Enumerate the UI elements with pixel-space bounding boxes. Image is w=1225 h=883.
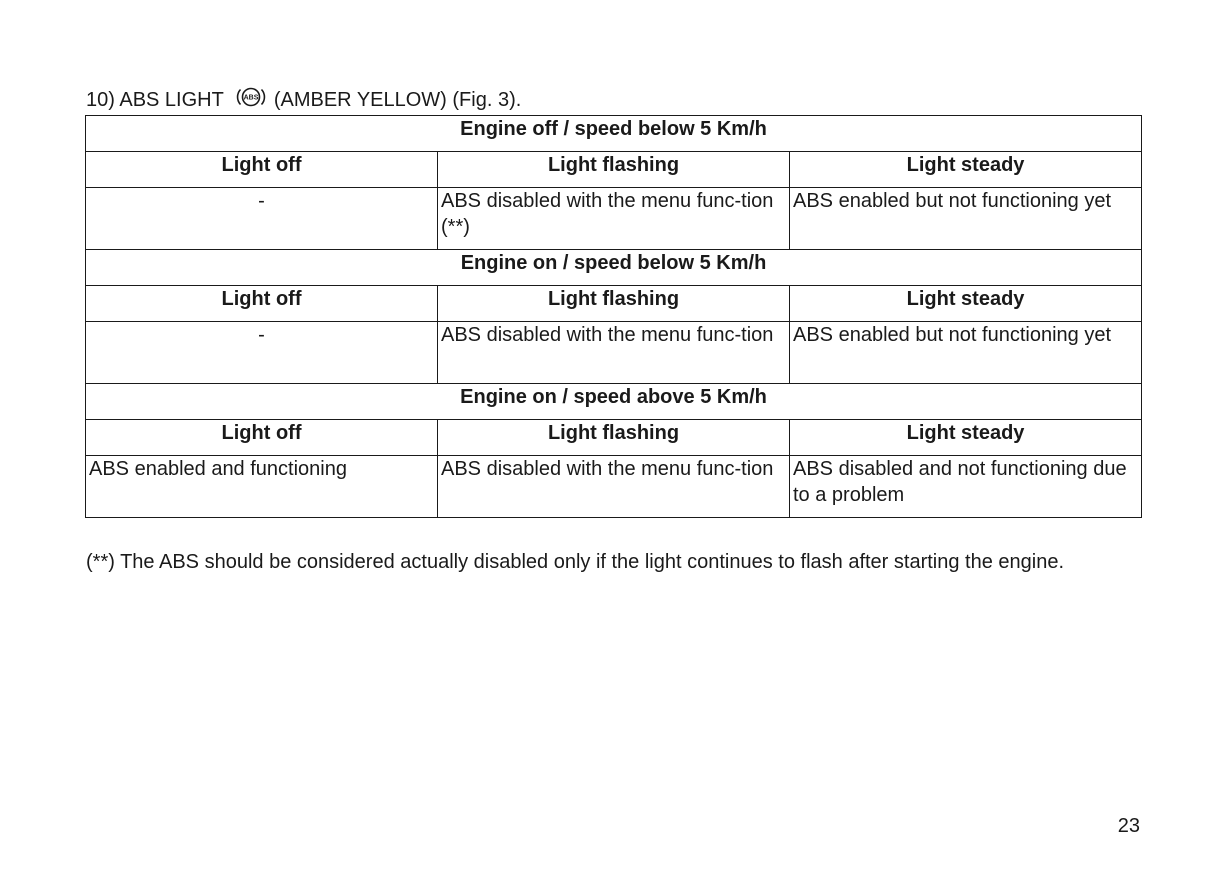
section-heading: [86, 86, 521, 114]
page-number: 23: [1117, 815, 1140, 837]
section-title-row: [86, 116, 1142, 152]
section-title-row: [86, 250, 1142, 286]
header-light-flashing: Light flashing: [438, 152, 790, 188]
header-light-off: Light off: [86, 420, 438, 456]
desc-light-flashing: ABS disabled with the menu func-tion: [438, 456, 790, 518]
header-light-steady: Light steady: [790, 286, 1142, 322]
header-light-flashing: Light flashing: [438, 420, 790, 456]
desc-light-steady: ABS disabled and not functioning due to a problem: [790, 456, 1142, 518]
state-header-row: [86, 420, 1142, 456]
section-title-row: [86, 384, 1142, 420]
state-header-row: [86, 152, 1142, 188]
header-light-off: Light off: [86, 286, 438, 322]
section-title: Engine on / speed below 5 Km/h: [86, 250, 1142, 286]
section-title: Engine off / speed below 5 Km/h: [86, 116, 1142, 152]
header-light-flashing: Light flashing: [438, 286, 790, 322]
header-light-off: Light off: [86, 152, 438, 188]
header-light-steady: Light steady: [790, 152, 1142, 188]
section-title: Engine on / speed above 5 Km/h: [86, 384, 1142, 420]
footnote: (**) The ABS should be considered actually disabled only if the light continues to flash after starting the engine.: [86, 551, 1065, 573]
description-row: [86, 456, 1142, 518]
abs-warning-icon: [234, 84, 268, 110]
heading-prefix: 10) ABS LIGHT: [86, 89, 224, 111]
desc-light-flashing: ABS disabled with the menu func-tion: [438, 322, 790, 384]
heading-suffix: (AMBER YELLOW) (Fig. 3).: [273, 89, 522, 111]
header-light-steady: Light steady: [790, 420, 1142, 456]
description-row: [86, 188, 1142, 250]
svg-text:ABS: ABS: [243, 94, 259, 102]
desc-light-steady: ABS enabled but not functioning yet: [790, 188, 1142, 250]
state-header-row: [86, 286, 1142, 322]
desc-light-off: -: [86, 188, 438, 250]
desc-light-flashing: ABS disabled with the menu func-tion (**): [438, 188, 790, 250]
description-row: [86, 322, 1142, 384]
desc-light-off: ABS enabled and functioning: [86, 456, 438, 518]
abs-light-table: [85, 115, 1142, 518]
desc-light-off: -: [86, 322, 438, 384]
desc-light-steady: ABS enabled but not functioning yet: [790, 322, 1142, 384]
